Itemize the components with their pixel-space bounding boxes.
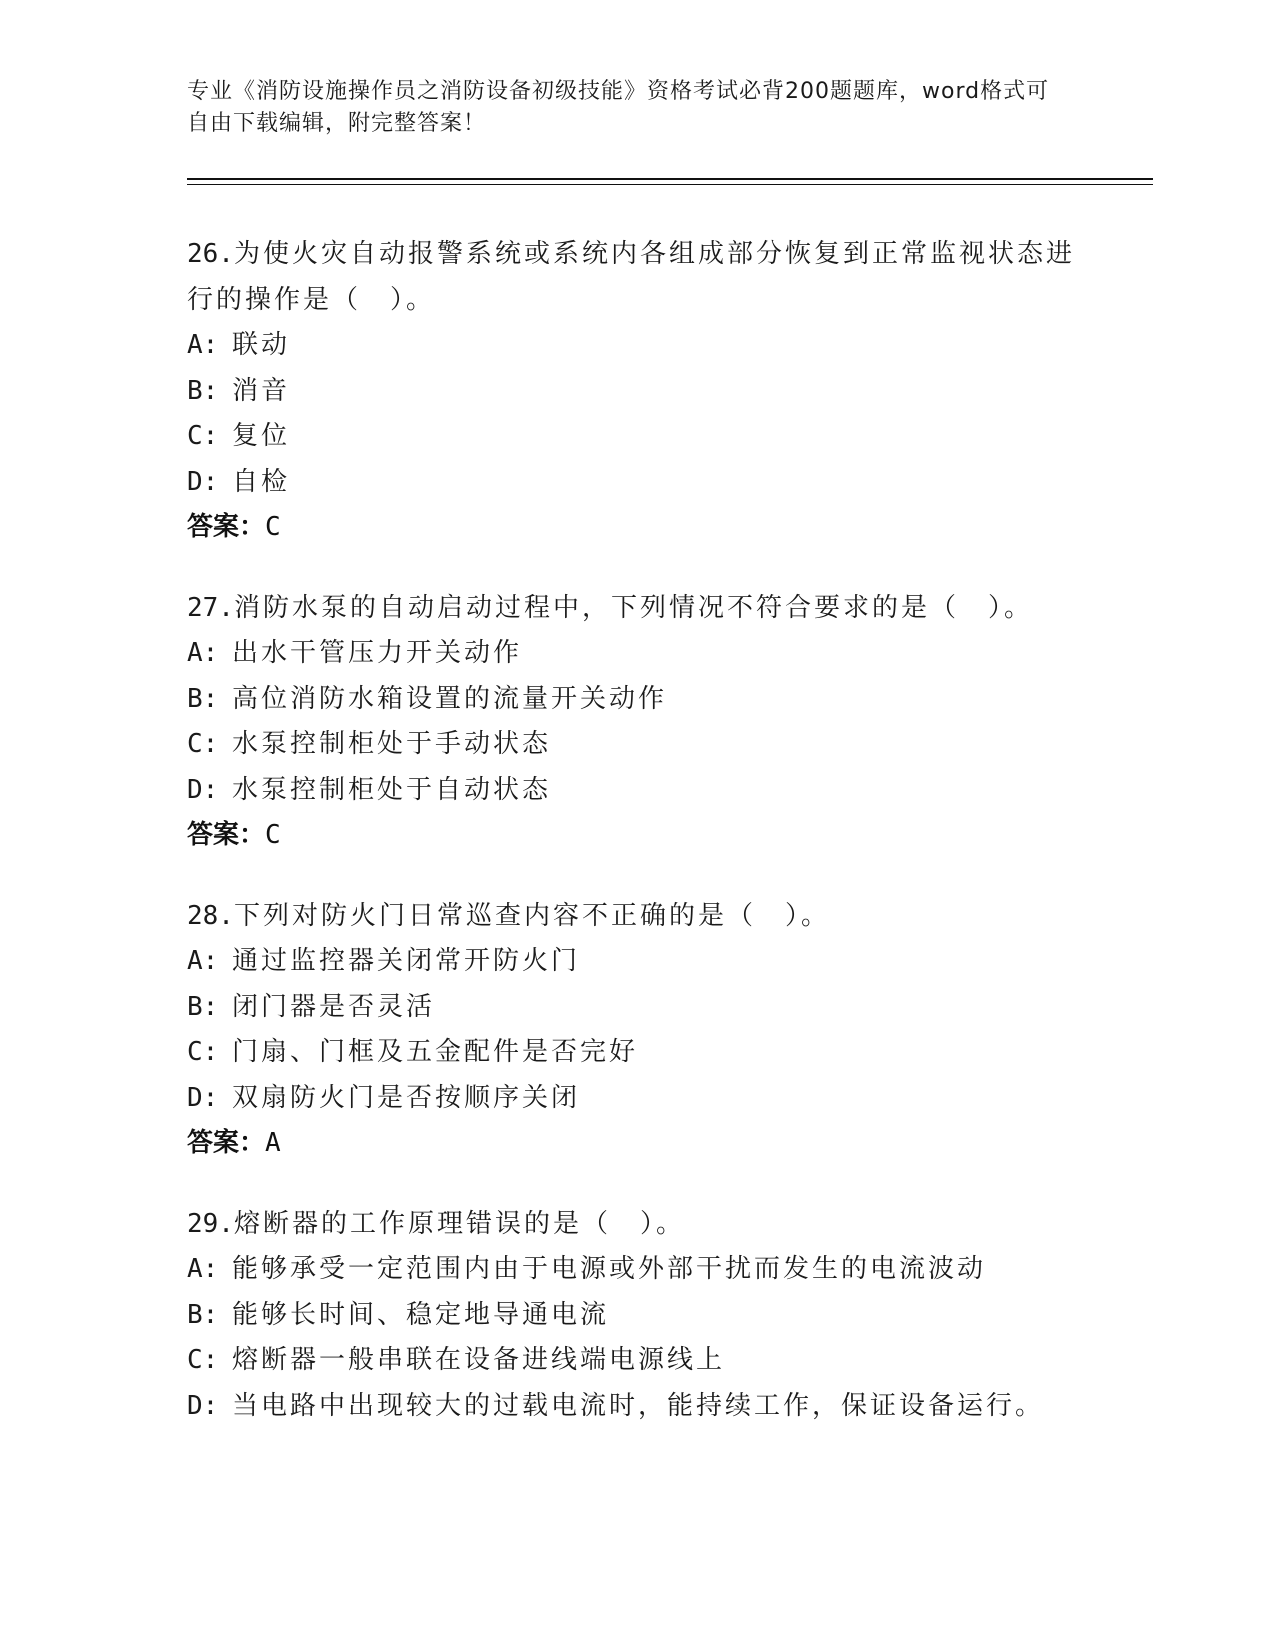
option-key: B: bbox=[187, 991, 219, 1022]
question-text: 消防水泵的自动启动过程中，下列情况不符合要求的是（ ）。 bbox=[233, 592, 1033, 623]
option-d bbox=[187, 768, 1087, 814]
option-text: 复位 bbox=[232, 421, 291, 451]
option-text: 水泵控制柜处于自动状态 bbox=[232, 774, 552, 805]
option-b bbox=[187, 677, 1087, 723]
option-key: A: bbox=[187, 1254, 219, 1284]
option-text: 能够长时间、稳定地导通电流 bbox=[232, 1299, 610, 1330]
question-29 bbox=[187, 1202, 1087, 1430]
option-text: 能够承受一定范围内由于电源或外部干扰而发生的电流波动 bbox=[232, 1254, 987, 1284]
option-a bbox=[187, 323, 1087, 369]
answer-line bbox=[187, 813, 1087, 859]
option-a bbox=[187, 631, 1087, 677]
answer-line bbox=[187, 1121, 1087, 1167]
option-key: D: bbox=[187, 1082, 219, 1113]
option-d bbox=[187, 460, 1087, 506]
answer-label: 答案： bbox=[187, 512, 266, 542]
option-b bbox=[187, 1293, 1087, 1339]
option-key: D: bbox=[187, 774, 219, 805]
option-d bbox=[187, 1076, 1087, 1122]
answer-label: 答案： bbox=[187, 820, 266, 850]
option-text: 出水干管压力开关动作 bbox=[232, 638, 523, 668]
option-key: D: bbox=[187, 1390, 219, 1421]
question-number: 27. bbox=[187, 592, 234, 623]
option-key: C: bbox=[187, 421, 219, 451]
option-key: A: bbox=[187, 946, 219, 976]
option-key: A: bbox=[187, 330, 219, 360]
option-key: C: bbox=[187, 729, 219, 759]
header-rule-thin bbox=[187, 184, 1153, 185]
question-28 bbox=[187, 894, 1087, 1167]
option-text: 高位消防水箱设置的流量开关动作 bbox=[232, 683, 668, 714]
option-text: 联动 bbox=[232, 330, 291, 360]
option-c bbox=[187, 722, 1087, 768]
question-text: 熔断器的工作原理错误的是（ ）。 bbox=[233, 1208, 685, 1239]
option-text: 双扇防火门是否按顺序关闭 bbox=[232, 1082, 581, 1113]
option-text: 通过监控器关闭常开防火门 bbox=[232, 946, 581, 976]
option-text: 熔断器一般串联在设备进线端电源线上 bbox=[232, 1345, 726, 1375]
option-text: 闭门器是否灵活 bbox=[232, 991, 436, 1022]
question-list bbox=[187, 232, 1087, 1464]
answer-label: 答案： bbox=[187, 1128, 266, 1158]
question-stem bbox=[187, 586, 1087, 632]
option-key: D: bbox=[187, 466, 219, 497]
option-text: 自检 bbox=[232, 466, 291, 497]
question-stem bbox=[187, 1202, 1087, 1248]
option-text: 消音 bbox=[232, 375, 291, 406]
option-c bbox=[187, 1338, 1087, 1384]
option-key: B: bbox=[187, 683, 219, 714]
answer-line bbox=[187, 505, 1087, 551]
option-key: B: bbox=[187, 375, 219, 406]
question-stem bbox=[187, 232, 1087, 323]
question-stem bbox=[187, 894, 1087, 940]
option-key: A: bbox=[187, 638, 219, 668]
option-c bbox=[187, 414, 1087, 460]
option-key: C: bbox=[187, 1037, 219, 1067]
option-text: 当电路中出现较大的过载电流时，能持续工作，保证设备运行。 bbox=[232, 1390, 1045, 1421]
option-c bbox=[187, 1030, 1087, 1076]
answer-value: A bbox=[265, 1128, 281, 1158]
option-d bbox=[187, 1384, 1087, 1430]
document-header: 专业《消防设施操作员之消防设备初级技能》资格考试必背200题题库，word格式可自由下载编辑，附完整答案！ bbox=[187, 79, 1050, 136]
option-text: 门扇、门框及五金配件是否完好 bbox=[232, 1037, 639, 1067]
question-number: 29. bbox=[187, 1208, 234, 1239]
option-a bbox=[187, 939, 1087, 985]
option-key: B: bbox=[187, 1299, 219, 1330]
question-number: 26. bbox=[187, 239, 234, 269]
question-text: 下列对防火门日常巡查内容不正确的是（ ）。 bbox=[233, 900, 830, 931]
answer-value: C bbox=[265, 820, 281, 850]
option-b bbox=[187, 985, 1087, 1031]
header-rule-thick bbox=[187, 178, 1153, 180]
option-a bbox=[187, 1247, 1087, 1293]
question-26 bbox=[187, 232, 1087, 551]
question-27 bbox=[187, 586, 1087, 859]
option-b bbox=[187, 369, 1087, 415]
option-key: C: bbox=[187, 1345, 219, 1375]
answer-value: C bbox=[265, 512, 281, 542]
question-text: 为使火灾自动报警系统或系统内各组成部分恢复到正常监视状态进行的操作是（ ）。 bbox=[187, 239, 1075, 315]
option-text: 水泵控制柜处于手动状态 bbox=[232, 729, 552, 759]
question-number: 28. bbox=[187, 900, 234, 931]
